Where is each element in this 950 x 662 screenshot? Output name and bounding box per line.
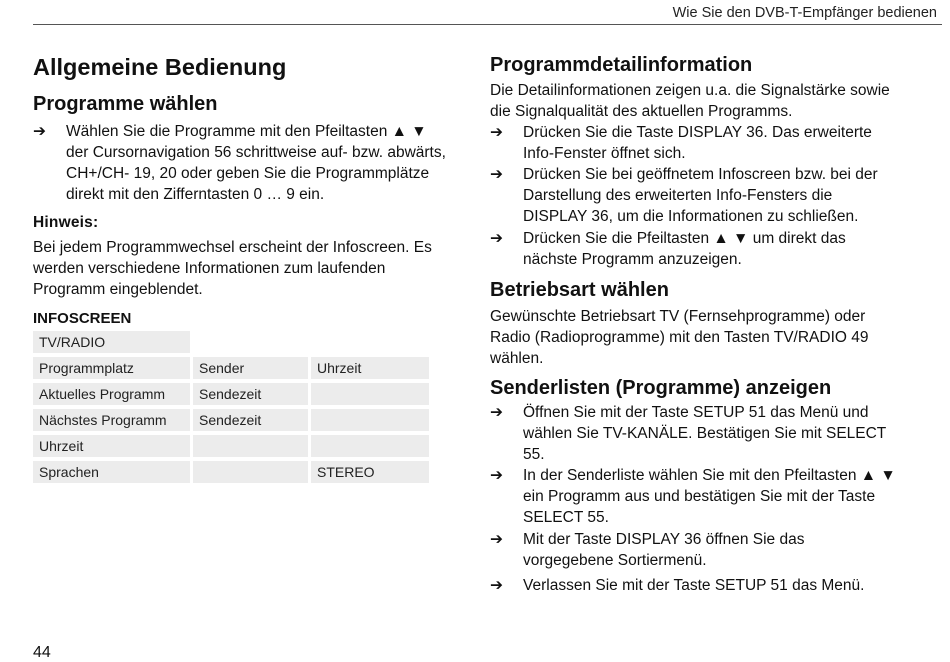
table-cell: Sendezeit bbox=[193, 409, 308, 431]
text-line: wählen Sie TV-KANÄLE. Bestätigen Sie mit SELECT bbox=[523, 425, 887, 442]
arrow-right-icon: ➔ bbox=[490, 531, 503, 548]
text-line: Radio (Radioprogramme) mit den Tasten TV/RADIO 49 bbox=[490, 329, 869, 346]
text-line: Verlassen Sie mit der Taste SETUP 51 das Menü. bbox=[523, 577, 865, 594]
arrow-right-icon: ➔ bbox=[490, 230, 503, 247]
text-line: ein Programm aus und bestätigen Sie mit der Taste bbox=[523, 488, 876, 505]
table-cell: Sprachen bbox=[33, 461, 190, 483]
arrow-right-icon: ➔ bbox=[490, 166, 503, 183]
bullet-text bbox=[523, 228, 846, 270]
text-line: Drücken Sie die Taste DISPLAY 36. Das erweiterte bbox=[523, 124, 872, 141]
arrow-right-icon: ➔ bbox=[490, 577, 503, 594]
arrow-right-icon: ➔ bbox=[33, 123, 46, 140]
text-line: CH+/CH- 19, 20 oder geben Sie die Programmplätze bbox=[66, 165, 430, 182]
section-heading-betriebsart: Betriebsart wählen bbox=[490, 279, 669, 301]
bullet-item bbox=[490, 529, 940, 571]
bullet-item bbox=[490, 402, 940, 465]
table-cell bbox=[311, 435, 429, 457]
text-line: wählen. bbox=[490, 350, 544, 367]
section-heading-programmdetailinformation: Programmdetailinformation bbox=[490, 54, 753, 76]
arrow-right-icon: ➔ bbox=[490, 124, 503, 141]
text-line: Darstellung des erweiterten Info-Fensters die bbox=[523, 187, 833, 204]
text-line: werden verschiedene Informationen zum laufenden bbox=[33, 260, 386, 277]
bullet-text bbox=[523, 575, 864, 596]
text-line: Bei jedem Programmwechsel erscheint der Infoscreen. Es bbox=[33, 239, 432, 256]
main-heading: Allgemeine Bedienung bbox=[33, 54, 287, 80]
bullet-item bbox=[33, 121, 478, 205]
text-line: DISPLAY 36, um die Informationen zu schließen. bbox=[523, 208, 859, 225]
table-cell: Aktuelles Programm bbox=[33, 383, 190, 405]
bullet-text bbox=[523, 122, 872, 164]
text-line: In der Senderliste wählen Sie mit den Pfeiltasten ▲ ▼ bbox=[523, 467, 896, 484]
header-rule bbox=[33, 24, 942, 25]
bullet-item bbox=[490, 228, 940, 270]
text-line: Drücken Sie die Pfeiltasten ▲ ▼ um direkt das bbox=[523, 230, 846, 247]
page-number: 44 bbox=[33, 644, 51, 661]
text-line: Die Detailinformationen zeigen u.a. die Signalstärke sowie bbox=[490, 82, 890, 99]
text-line: die Signalqualität des aktuellen Programms. bbox=[490, 103, 793, 120]
bullet-text bbox=[523, 402, 886, 465]
table-cell bbox=[193, 435, 308, 457]
table-cell: Uhrzeit bbox=[311, 357, 429, 379]
text-line: nächste Programm anzuzeigen. bbox=[523, 251, 742, 268]
table-cell: Programmplatz bbox=[33, 357, 190, 379]
bullet-text bbox=[523, 164, 878, 227]
bullet-item bbox=[490, 122, 940, 164]
running-header: Wie Sie den DVB-T-Empfänger bedienen bbox=[672, 5, 937, 21]
table-cell bbox=[193, 461, 308, 483]
section-heading-programme-waehlen: Programme wählen bbox=[33, 93, 218, 115]
infoscreen-table bbox=[33, 331, 433, 487]
section-heading-senderlisten: Senderlisten (Programme) anzeigen bbox=[490, 377, 832, 399]
table-cell bbox=[311, 383, 429, 405]
text-line: Programm eingeblendet. bbox=[33, 281, 203, 298]
table-cell: TV/RADIO bbox=[33, 331, 190, 353]
bullet-item bbox=[490, 575, 940, 596]
note-paragraph bbox=[33, 237, 478, 300]
bullet-text bbox=[66, 121, 446, 205]
table-cell: Nächstes Programm bbox=[33, 409, 190, 431]
bullet-item bbox=[490, 164, 940, 227]
text-line: direkt mit den Zifferntasten 0 … 9 ein. bbox=[66, 186, 325, 203]
bullet-text bbox=[523, 529, 804, 571]
text-line: Drücken Sie bei geöffnetem Infoscreen bzw. bei der bbox=[523, 166, 878, 183]
table-cell: Uhrzeit bbox=[33, 435, 190, 457]
arrow-right-icon: ➔ bbox=[490, 467, 503, 484]
table-cell bbox=[311, 409, 429, 431]
bullet-item bbox=[490, 465, 940, 528]
table-cell: Sendezeit bbox=[193, 383, 308, 405]
text-line: 55. bbox=[523, 446, 545, 463]
text-line: der Cursornavigation 56 schrittweise auf- bzw. abwärts, bbox=[66, 144, 446, 161]
infoscreen-title: INFOSCREEN bbox=[33, 310, 132, 327]
text-line: Wählen Sie die Programme mit den Pfeiltasten ▲ ▼ bbox=[66, 123, 427, 140]
text-line: Gewünschte Betriebsart TV (Fernsehprogramme) oder bbox=[490, 308, 866, 325]
text-line: Info-Fenster öffnet sich. bbox=[523, 145, 686, 162]
table-cell: STEREO bbox=[311, 461, 429, 483]
text-line: Öffnen Sie mit der Taste SETUP 51 das Menü und bbox=[523, 404, 869, 421]
note-title: Hinweis: bbox=[33, 214, 99, 231]
intro-paragraph bbox=[490, 80, 940, 122]
text-line: SELECT 55. bbox=[523, 509, 609, 526]
text-line: Mit der Taste DISPLAY 36 öffnen Sie das bbox=[523, 531, 805, 548]
table-cell: Sender bbox=[193, 357, 308, 379]
arrow-right-icon: ➔ bbox=[490, 404, 503, 421]
intro-paragraph bbox=[490, 306, 940, 369]
bullet-text bbox=[523, 465, 896, 528]
text-line: vorgegebene Sortiermenü. bbox=[523, 552, 707, 569]
